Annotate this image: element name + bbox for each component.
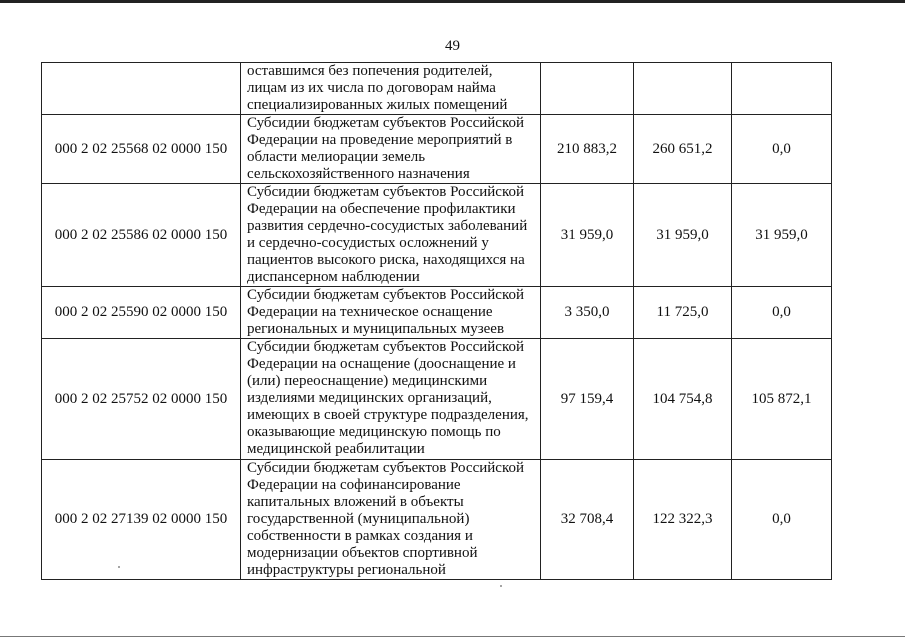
description-line: Федерации на проведение мероприятий в	[247, 132, 513, 148]
description-line: медицинской реабилитации	[247, 441, 425, 457]
description-line: Субсидии бюджетам субъектов Российской	[247, 184, 524, 200]
amount-cell: 97 159,4	[541, 339, 634, 460]
table-row	[42, 184, 832, 287]
scan-speck	[118, 566, 120, 568]
description-line: специализированных жилых помещений	[247, 97, 508, 113]
amount-cell: 32 708,4	[541, 460, 634, 580]
amount-cell: 104 754,8	[634, 339, 732, 460]
table-row	[42, 63, 832, 115]
amount-cell: 0,0	[732, 115, 832, 184]
description-line: оставшимся без попечения родителей,	[247, 63, 493, 79]
revenue-description	[241, 287, 541, 339]
amount-cell: 260 651,2	[634, 115, 732, 184]
amount-cell: 31 959,0	[732, 184, 832, 287]
description-line: Федерации на обеспечение профилактики	[247, 201, 516, 217]
description-line: Федерации на техническое оснащение	[247, 304, 493, 320]
description-line: Субсидии бюджетам субъектов Российской	[247, 287, 524, 303]
amount-cell	[732, 63, 832, 115]
budget-classification-code	[42, 63, 241, 115]
budget-classification-code: 000 2 02 25568 02 0000 150	[42, 115, 241, 184]
amount-cell: 31 959,0	[634, 184, 732, 287]
amount-cell: 210 883,2	[541, 115, 634, 184]
amount-cell: 105 872,1	[732, 339, 832, 460]
description-line: развития сердечно-сосудистых заболеваний	[247, 218, 528, 234]
description-line: региональных и муниципальных музеев	[247, 321, 505, 337]
amount-cell: 31 959,0	[541, 184, 634, 287]
description-line: изделиями медицинских организаций,	[247, 390, 492, 406]
revenue-description	[241, 63, 541, 115]
description-line: области мелиорации земель	[247, 149, 426, 165]
description-line: пациентов высокого риска, находящихся на	[247, 252, 525, 268]
table-row	[42, 460, 832, 580]
description-line: (или) переоснащение) медицинскими	[247, 373, 488, 389]
description-line: Субсидии бюджетам субъектов Российской	[247, 115, 524, 131]
amount-cell: 122 322,3	[634, 460, 732, 580]
budget-classification-code: 000 2 02 25752 02 0000 150	[42, 339, 241, 460]
description-line: Федерации на оснащение (дооснащение и	[247, 356, 516, 372]
description-line: Федерации на софинансирование	[247, 477, 461, 493]
description-line: и сердечно-сосудистых осложнений у	[247, 235, 489, 251]
revenue-description	[241, 184, 541, 287]
page-number: 49	[445, 38, 460, 54]
revenue-description	[241, 460, 541, 580]
description-line: модернизации объектов спортивной	[247, 545, 478, 561]
table-row	[42, 287, 832, 339]
amount-cell: 0,0	[732, 460, 832, 580]
budget-classification-code: 000 2 02 25586 02 0000 150	[42, 184, 241, 287]
scan-bottom-edge	[0, 636, 905, 637]
description-line: собственности в рамках создания и	[247, 528, 473, 544]
description-line: Субсидии бюджетам субъектов Российской	[247, 339, 524, 355]
amount-cell: 3 350,0	[541, 287, 634, 339]
description-line: сельскохозяйственного назначения	[247, 166, 470, 182]
description-line: инфраструктуры региональной	[247, 562, 446, 578]
revenue-description	[241, 115, 541, 184]
table-row	[42, 115, 832, 184]
budget-classification-code: 000 2 02 25590 02 0000 150	[42, 287, 241, 339]
description-line: оказывающие медицинскую помощь по	[247, 424, 501, 440]
budget-classification-code: 000 2 02 27139 02 0000 150	[42, 460, 241, 580]
budget-revenue-table	[41, 62, 832, 580]
table-row	[42, 339, 832, 460]
scan-speck	[500, 585, 502, 587]
description-line: диспансерном наблюдении	[247, 269, 420, 285]
description-line: Субсидии бюджетам субъектов Российской	[247, 460, 524, 476]
amount-cell: 0,0	[732, 287, 832, 339]
description-line: государственной (муниципальной)	[247, 511, 470, 527]
table-body	[42, 63, 832, 580]
amount-cell	[541, 63, 634, 115]
description-line: капитальных вложений в объекты	[247, 494, 464, 510]
amount-cell	[634, 63, 732, 115]
description-line: лицам из их числа по договорам найма	[247, 80, 496, 96]
description-line: имеющих в своей структуре подразделения,	[247, 407, 529, 423]
scan-top-edge	[0, 0, 905, 3]
revenue-description	[241, 339, 541, 460]
amount-cell: 11 725,0	[634, 287, 732, 339]
